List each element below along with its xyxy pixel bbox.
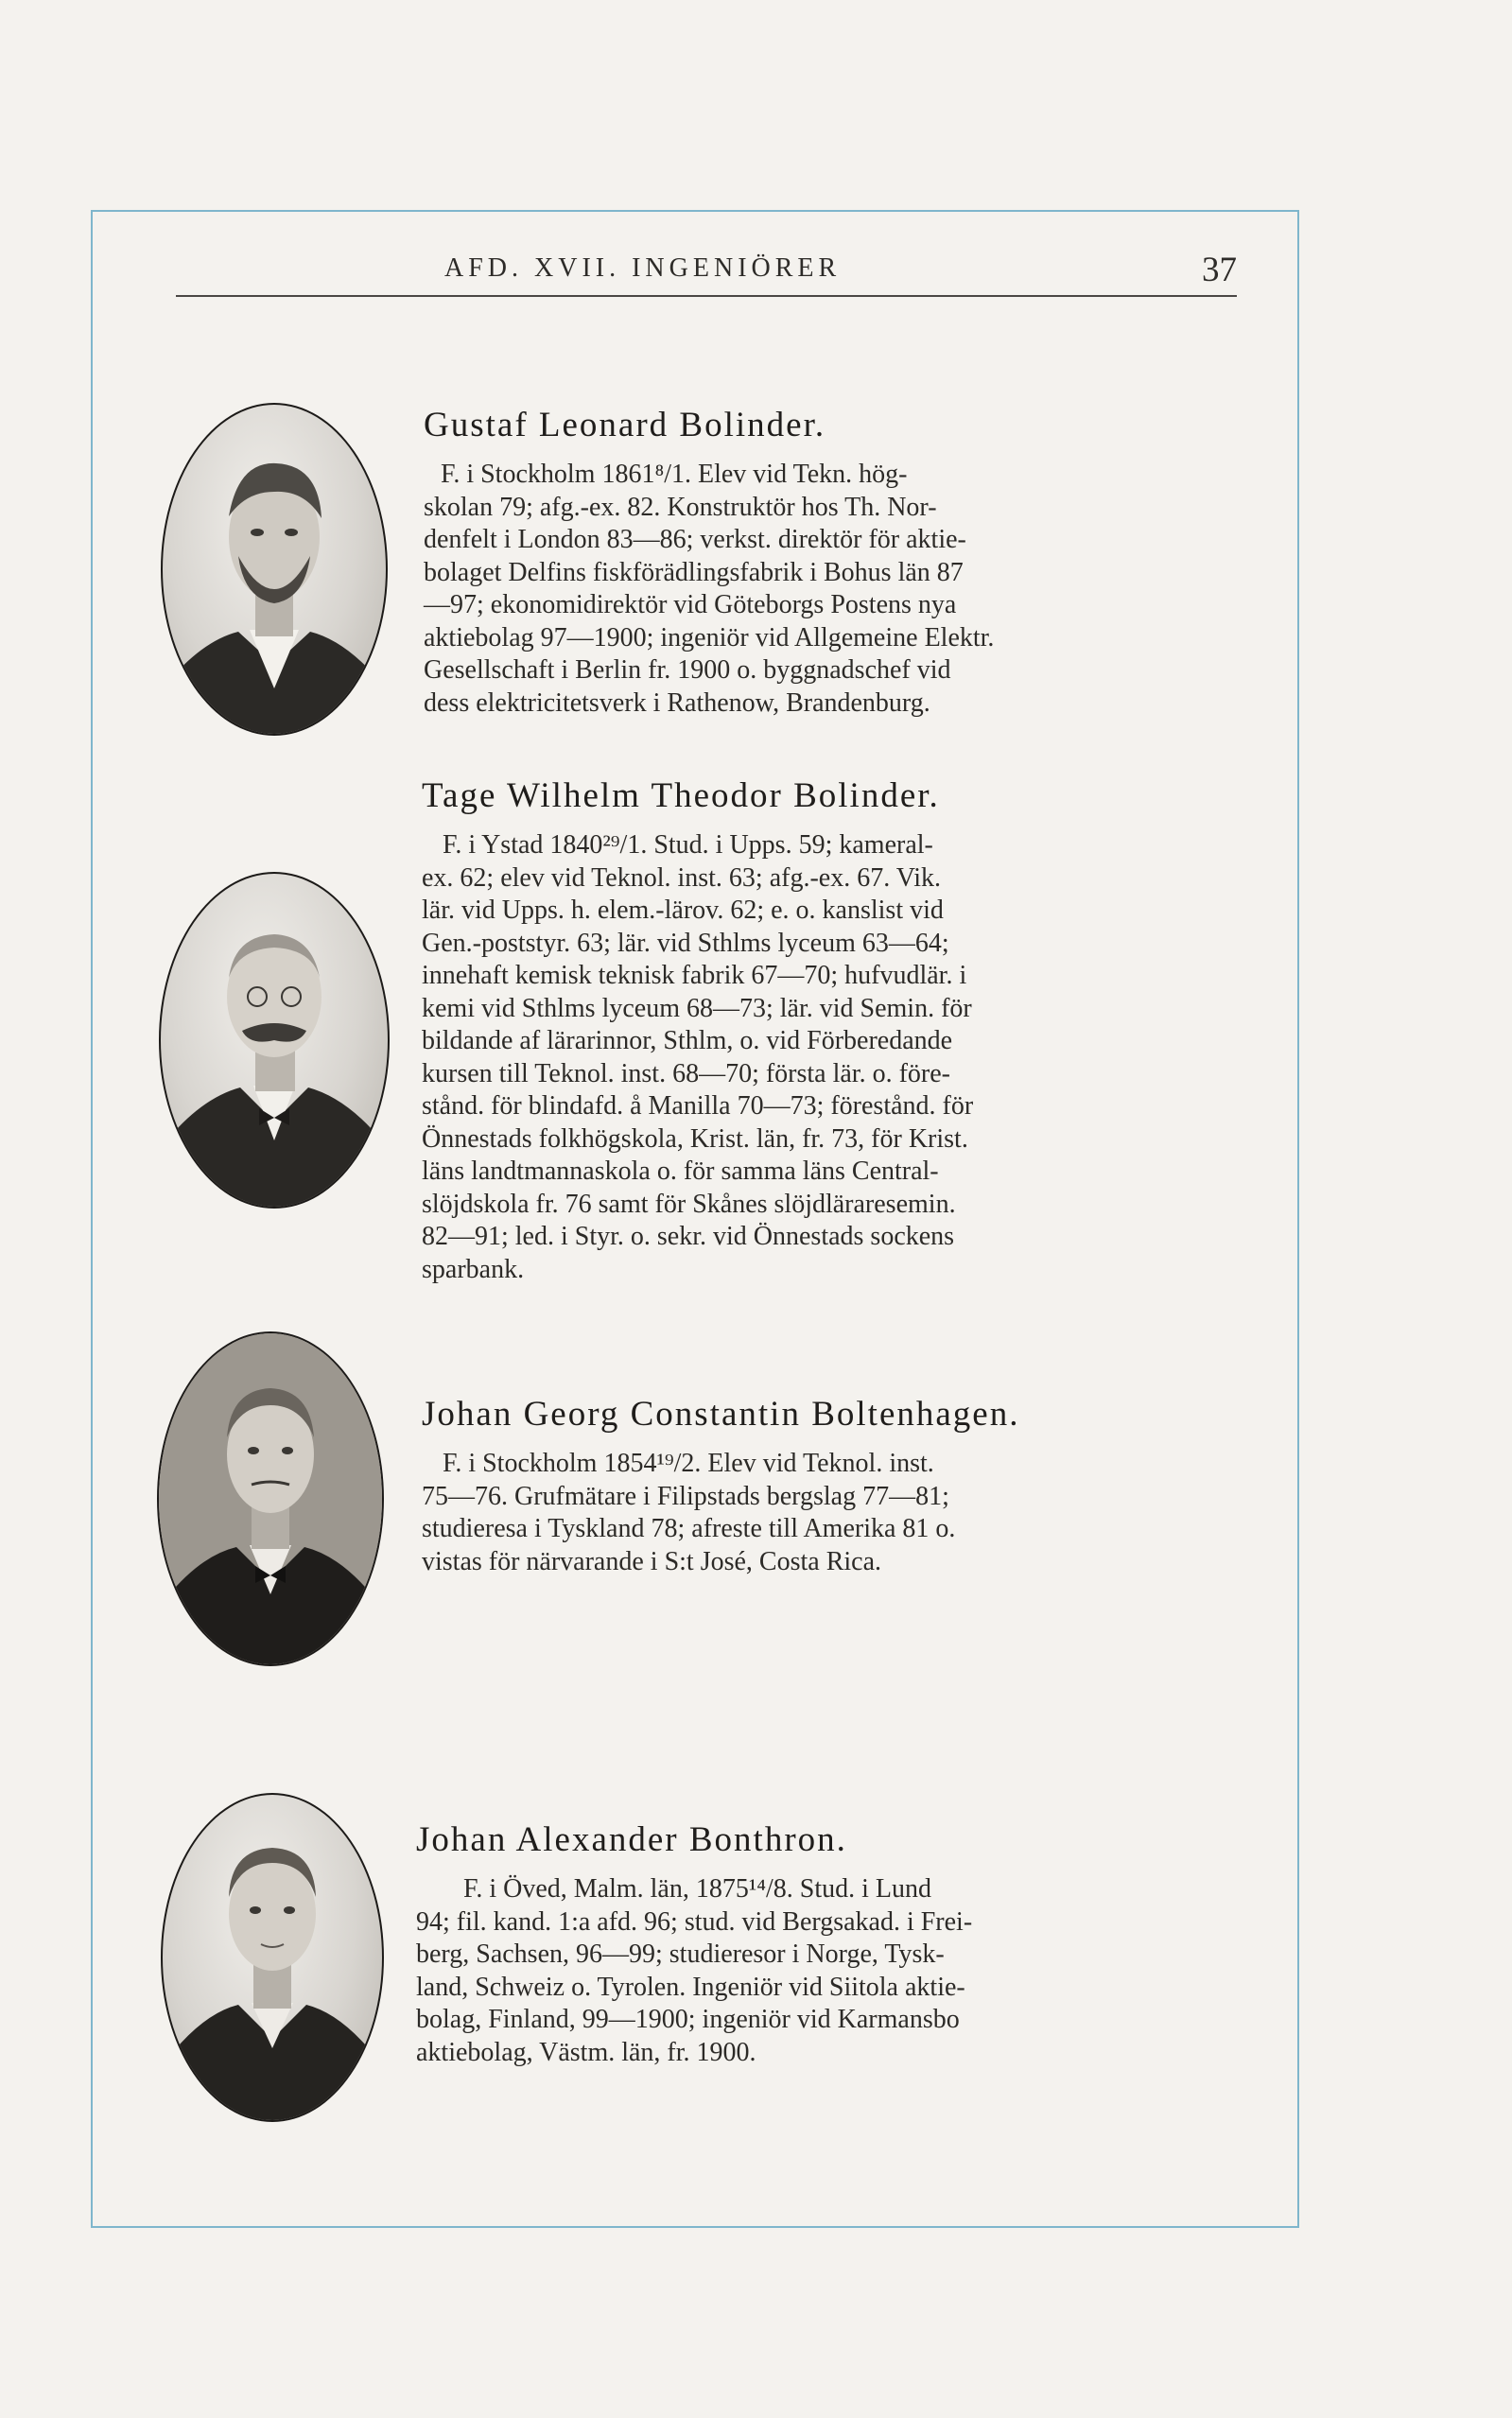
portrait-photo-icon [161, 403, 388, 736]
entry-line: 82—91; led. i Styr. o. sekr. vid Önnestads sockens [422, 1222, 955, 1251]
entry-line: lär. vid Upps. h. elem.-lärov. 62; e. o. kanslist vid [422, 896, 944, 925]
entry-line: aktiebolag 97—1900; ingeniör vid Allgemeine Elektr. [424, 622, 995, 652]
entry-line: studieresa i Tyskland 78; afreste till Amerika 81 o. [422, 1514, 956, 1543]
entry-1 [424, 405, 1237, 720]
entry-body [424, 459, 1237, 720]
entry-line: denfelt i London 83—86; verkst. direktör för aktie- [424, 525, 966, 554]
entry-line: bolag, Finland, 99—1900; ingeniör vid Karmansbo [416, 2005, 960, 2034]
entry-line: sparbank. [422, 1254, 525, 1284]
entry-name: Johan Georg Constantin Boltenhagen. [422, 1395, 1020, 1434]
entry-line: berg, Sachsen, 96—99; studieresor i Norge, Tysk- [416, 1940, 945, 1969]
entry-line: aktiebolag, Västm. län, fr. 1900. [416, 2037, 756, 2067]
entry-body [422, 1448, 1237, 1578]
entry-line: vistas för närvarande i S:t José, Costa Rica. [422, 1546, 882, 1576]
portrait-photo-icon [157, 1331, 384, 1666]
entry-line: ex. 62; elev vid Teknol. inst. 63; afg.-ex. 67. Vik. [422, 862, 942, 893]
entry-line: F. i Öved, Malm. län, 1875¹⁴/8. Stud. i Lund [463, 1874, 932, 1904]
entry-line: F. i Stockholm 1854¹⁹/2. Elev vid Teknol. inst. [443, 1449, 934, 1478]
entry-line: dess elektricitetsverk i Rathenow, Brandenburg. [424, 687, 930, 718]
portrait-photo-icon [159, 872, 390, 1209]
portrait-photo-icon [161, 1793, 384, 2122]
entry-line: Gen.-poststyr. 63; lär. vid Sthlms lyceum 63—64; [422, 928, 949, 958]
entry-line: Gesellschaft i Berlin fr. 1900 o. byggnadschef vid [424, 655, 951, 685]
entry-line: stånd. för blindafd. å Manilla 70—73; förestånd. för [422, 1091, 974, 1121]
entry-line: kursen till Teknol. inst. 68—70; första lär. o. före- [422, 1058, 950, 1088]
entry-3 [422, 1394, 1237, 1578]
entry-line: Önnestads folkhögskola, Krist. län, fr. 73, för Krist. [422, 1123, 968, 1154]
entry-body [416, 1873, 1237, 2069]
entry-name: Tage Wilhelm Theodor Bolinder. [422, 776, 940, 815]
entry-line: innehaft kemisk teknisk fabrik 67—70; hufvudlär. i [422, 961, 967, 990]
entry-line: kemi vid Sthlms lyceum 68—73; lär. vid Semin. för [422, 993, 972, 1023]
entry-line: F. i Ystad 1840²⁹/1. Stud. i Upps. 59; kameral- [443, 830, 933, 860]
entry-line: slöjdskola fr. 76 samt för Skånes slöjdläraresemin. [422, 1189, 956, 1219]
entry-name: Gustaf Leonard Bolinder. [424, 406, 826, 444]
entry-4 [416, 1819, 1237, 2069]
entry-line: land, Schweiz o. Tyrolen. Ingeniör vid Siitola aktie- [416, 1972, 965, 2002]
running-title: AFD. XVII. INGENIÖRER [444, 253, 842, 283]
entry-body [422, 829, 1237, 1286]
running-header [176, 248, 1237, 297]
entry-name: Johan Alexander Bonthron. [416, 1820, 847, 1859]
entry-line: —97; ekonomidirektör vid Göteborgs Postens nya [424, 590, 957, 619]
entry-line: bildande af lärarinnor, Sthlm, o. vid Förberedande [422, 1026, 953, 1055]
entry-line: F. i Stockholm 1861⁸/1. Elev vid Tekn. hög- [441, 460, 908, 489]
entry-line: skolan 79; afg.-ex. 82. Konstruktör hos Th. Nor- [424, 492, 937, 522]
entry-line: 94; fil. kand. 1:a afd. 96; stud. vid Bergsakad. i Frei- [416, 1906, 973, 1937]
page-number: 37 [1202, 251, 1237, 289]
entry-line: bolaget Delfins fiskförädlingsfabrik i Bohus län 87 [424, 557, 964, 587]
entry-2 [422, 775, 1237, 1286]
entry-line: läns landtmannaskola o. för samma läns Central- [422, 1157, 939, 1186]
entry-line: 75—76. Grufmätare i Filipstads bergslag 77—81; [422, 1481, 949, 1511]
